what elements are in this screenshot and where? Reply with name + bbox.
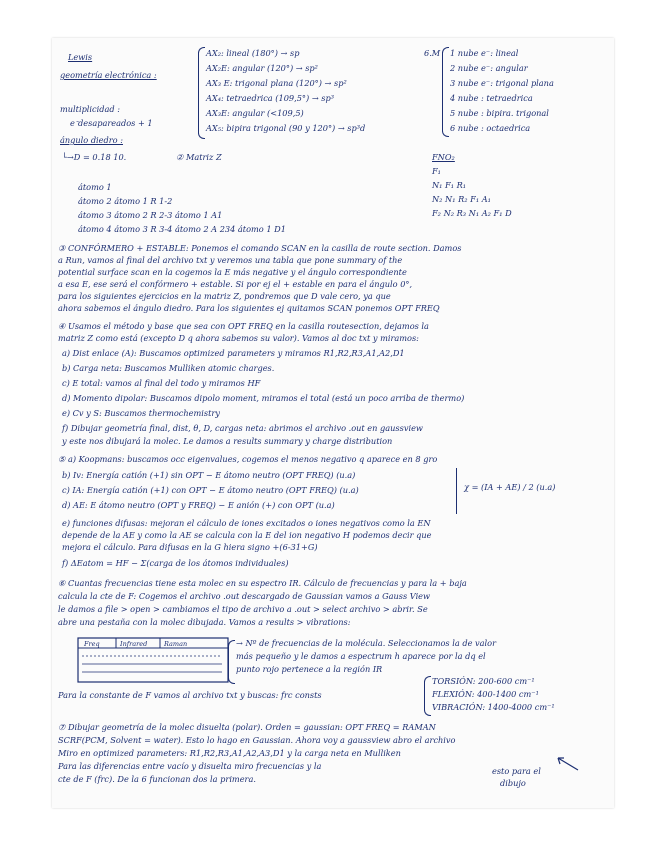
section4-line: b) Carga neta: Buscamos Mulliken atomic charges. xyxy=(62,363,275,373)
chi-formula: χ = (IA + AE) / 2 (u.a) xyxy=(464,482,556,492)
formula-divider xyxy=(456,468,457,514)
nube-line: 1 nube e⁻: lineal xyxy=(450,48,519,58)
d-value: └→D = 0.18 10. xyxy=(62,152,127,162)
geometria-label: geometría electrónica : xyxy=(60,70,157,80)
fno2-row: F₂ N₂ R₃ N₁ A₂ F₁ D xyxy=(432,208,512,218)
fno2-row: F₁ xyxy=(432,166,441,176)
nube-line: 3 nube e⁻: trigonal plana xyxy=(450,78,554,88)
section5-line: e) funciones difusas: mejoran el cálculo de iones excitados o iones negativos como la EN xyxy=(62,518,431,528)
section3-line: ③ CONFÓRMERO + ESTABLE: Ponemos el comando SCAN en la casilla de route section. Damos xyxy=(58,243,462,253)
section3-line: potential surface scan en la cogemos la E más negative y el ángulo correspondiente xyxy=(58,267,407,277)
nubes-label: 6.M xyxy=(424,48,441,58)
section5-line: f) ΔEatom = HF − Σ(carga de los átomos individuales) xyxy=(62,558,289,568)
section7-line: ⑦ Dibujar geometría de la molec disuelta (polar). Orden = gaussian: OPT FREQ = RAMAN xyxy=(58,722,436,732)
geometry-line: AX₃E: angular (<109,5) xyxy=(206,108,304,118)
sketch-note: más pequeño y le damos a espectrum h aparece por la dq el xyxy=(236,651,486,661)
nubes-bracket xyxy=(442,47,449,137)
lewis-title: Lewis xyxy=(68,52,93,62)
section3-line: a Run, vamos al final del archivo txt y veremos una tabla que pone summary of the xyxy=(58,255,403,265)
multiplicidad-label: multiplicidad : xyxy=(60,104,120,114)
section4-line: d) Momento dipolar: Buscamos dipolo moment, miramos el total (está un poco arriba de thermo) xyxy=(62,393,465,403)
section4-line: y este nos dibujará la molec. Le damos a results summary y charge distribution xyxy=(62,436,393,446)
fno2-title: FNO₂ xyxy=(432,152,455,162)
geometry-line: AX₄: tetraedrica (109,5°) → sp³ xyxy=(206,93,335,103)
section5-line: depende de la AE y como la AE se calcula con la E del ion negativo H podemos decir que xyxy=(62,530,432,540)
matriz-heading: ② Matriz Z xyxy=(176,152,222,162)
constante-line: Para la constante de F vamos al archivo txt y buscas: frc consts xyxy=(58,690,322,700)
ir-region: VIBRACIÓN: 1400-4000 cm⁻¹ xyxy=(432,702,555,712)
fno2-row: N₁ F₁ R₁ xyxy=(432,180,467,190)
geometry-line: AX₅: bipira trigonal (90 y 120°) → sp³d xyxy=(206,123,366,133)
sketch-bracket xyxy=(228,640,235,684)
ir-bracket xyxy=(424,676,431,716)
arrow-icon xyxy=(552,754,582,774)
nube-line: 4 nube : tetraedrica xyxy=(450,93,533,103)
section4-line: matriz Z como está (excepto D q ahora sabemos su valor). Vamos al doc txt y miramos: xyxy=(58,333,419,343)
nube-line: 2 nube e⁻: angular xyxy=(450,63,528,73)
atomo-row: átomo 3 átomo 2 R 2-3 átomo 1 A1 xyxy=(78,210,223,220)
geometry-bracket xyxy=(198,47,205,139)
section5-line: c) IA: Energía catión (+1) con OPT − E átomo neutro (OPT FREQ) (u.a) xyxy=(62,485,359,495)
atomo-row: átomo 4 átomo 3 R 3-4 átomo 2 A 234 átomo 1 D1 xyxy=(78,224,286,234)
section4-line: a) Dist enlace (A): Buscamos optimized parameters y miramos R1,R2,R3,A1,A2,D1 xyxy=(62,348,405,358)
section7-line: Para las diferencias entre vacío y disuelta miro frecuencias y la xyxy=(58,761,322,771)
side-note: esto para el xyxy=(492,766,541,776)
nube-line: 6 nube : octaedrica xyxy=(450,123,531,133)
section7-line: SCRF(PCM, Solvent = water). Esto lo hago en Gaussian. Ahora voy a gaussview abro el archivo xyxy=(58,735,456,745)
section6-line: calcula la cte de F: Cogemos el archivo .out descargado de Gaussian vamos a Gauss View xyxy=(58,591,431,601)
notebook-page xyxy=(52,38,614,808)
side-note: dibujo xyxy=(500,778,526,788)
vibrations-table-sketch xyxy=(76,636,236,696)
section5-line: mejora el cálculo. Para difusas en la G hiera signo +(6-31+G) xyxy=(62,542,318,552)
section4-line: e) Cv y S: Buscamos thermochemistry xyxy=(62,408,220,418)
fno2-row: N₂ N₁ R₂ F₁ A₁ xyxy=(432,194,491,204)
section3-line: para los siguientes ejercicios en la matriz Z, pondremos que D vale cero, ya que xyxy=(58,291,391,301)
section4-line: ④ Usamos el método y base que sea con OPT FREQ en la casilla routesection, dejamos la xyxy=(58,321,429,331)
sketch-note: punto rojo pertenece a la región IR xyxy=(236,664,383,674)
sketch-header: Infrared xyxy=(120,640,148,648)
geometry-line: AX₃ E: trigonal plana (120°) → sp² xyxy=(206,78,347,88)
nube-line: 5 nube : bipira. trigonal xyxy=(450,108,549,118)
section6-line: le damos a file > open > cambiamos el tipo de archivo a .out > select archivo > abrir. Se xyxy=(58,604,428,614)
section5-line: b) Iv: Energía catión (+1) sin OPT − E átomo neutro (OPT FREQ) (u.a) xyxy=(62,470,356,480)
sketch-header: Raman xyxy=(164,640,188,648)
sketch-drawing xyxy=(76,636,236,696)
ir-region: TORSIÓN: 200-600 cm⁻¹ xyxy=(432,676,535,686)
section6-line: abre una pestaña con la molec dibujada. Vamos a results > vibrations: xyxy=(58,617,351,627)
section7-line: Miro en optimized parameters: R1,R2,R3,A1,A2,A3,D1 y la carga neta en Mulliken xyxy=(58,748,401,758)
geometry-line: AX₂: lineal (180°) → sp xyxy=(206,48,300,58)
section7-line: cte de F (frc). De la 6 funcionan dos la primera. xyxy=(58,774,256,784)
section4-line: c) E total: vamos al final del todo y miramos HF xyxy=(62,378,261,388)
atomo-row: átomo 2 átomo 1 R 1-2 xyxy=(78,196,173,206)
section3-line: a esa E, ese será el confórmero + estable. Si por ej el + estable en para el ángulo 0°, xyxy=(58,279,413,289)
angulo-diedro-label: ángulo diedro : xyxy=(60,135,123,145)
atomo-row: átomo 1 xyxy=(78,182,112,192)
section3-line: ahora sabemos el ángulo diedro. Para los siguientes ej quitamos SCAN ponemos OPT FREQ xyxy=(58,303,440,313)
section6-line: ⑥ Cuantas frecuencias tiene esta molec en su espectro IR. Cálculo de frecuencias y para la + baja xyxy=(58,578,467,588)
section4-line: f) Dibujar geometría final, dist, θ, D, cargas neta: abrimos el archivo .out en gaussview xyxy=(62,423,423,433)
section5-line: ⑤ a) Koopmans: buscamos occ eigenvalues, cogemos el menos negativo q aparece en 8 gro xyxy=(58,454,438,464)
sketch-header: Freq xyxy=(84,640,100,648)
ir-region: FLEXIÓN: 400-1400 cm⁻¹ xyxy=(432,689,539,699)
geometry-line: AX₂E: angular (120°) → sp² xyxy=(206,63,318,73)
section5-line: d) AE: E átomo neutro (OPT y FREQ) − E anión (+) con OPT (u.a) xyxy=(62,500,335,510)
e-desapareados: eᐨdesapareados + 1 xyxy=(70,118,153,128)
sketch-note: → Nº de frecuencias de la molécula. Seleccionamos la de valor xyxy=(236,638,496,648)
